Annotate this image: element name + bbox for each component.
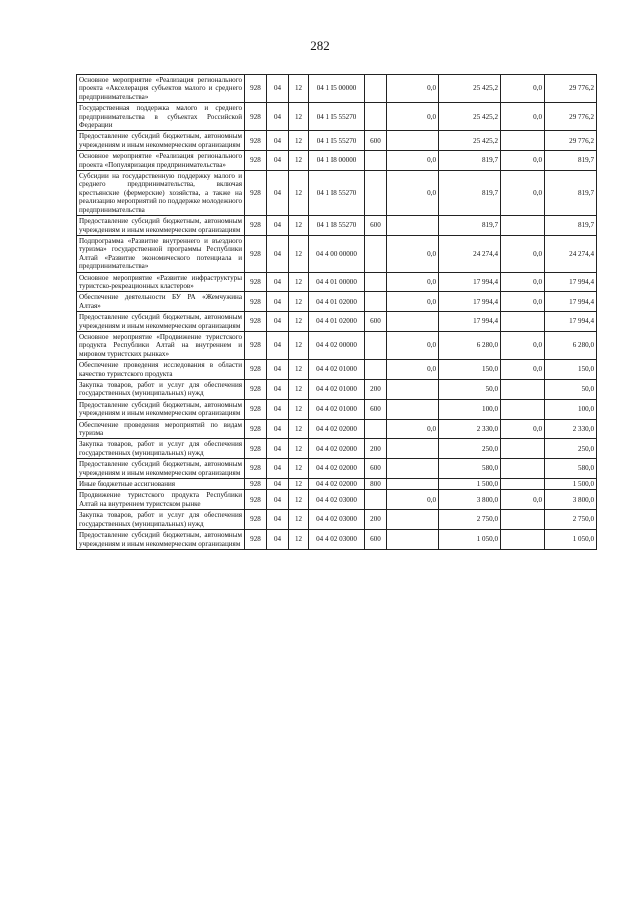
section-code: 04	[267, 380, 289, 400]
expense-type-code	[365, 331, 387, 359]
grbs-code: 928	[245, 419, 267, 439]
amount-col-1	[387, 530, 439, 550]
amount-col-4: 1 500,0	[545, 479, 597, 490]
grbs-code: 928	[245, 380, 267, 400]
amount-col-2: 17 994,4	[439, 312, 501, 332]
target-article-code: 04 1 I5 55270	[309, 131, 365, 151]
amount-col-3: 0,0	[501, 331, 545, 359]
amount-col-4: 580,0	[545, 459, 597, 479]
section-code: 04	[267, 151, 289, 171]
row-name: Предоставление субсидий бюджетным, автономным учреждениям и иным некоммерческим организациям	[77, 131, 245, 151]
table-row	[77, 151, 597, 171]
expense-type-code	[365, 360, 387, 380]
amount-col-1: 0,0	[387, 292, 439, 312]
expense-type-code	[365, 272, 387, 292]
expense-type-code: 600	[365, 131, 387, 151]
expense-type-code: 600	[365, 530, 387, 550]
grbs-code: 928	[245, 171, 267, 216]
row-name: Закупка товаров, работ и услуг для обеспечения государственных (муниципальных) нужд	[77, 510, 245, 530]
expense-type-code: 600	[365, 216, 387, 236]
table-row	[77, 510, 597, 530]
subsection-code: 12	[289, 510, 309, 530]
table-row	[77, 312, 597, 332]
amount-col-1	[387, 312, 439, 332]
row-name: Закупка товаров, работ и услуг для обеспечения государственных (муниципальных) нужд	[77, 380, 245, 400]
table-row	[77, 399, 597, 419]
target-article-code: 04 4 02 02000	[309, 459, 365, 479]
amount-col-4: 819,7	[545, 171, 597, 216]
subsection-code: 12	[289, 360, 309, 380]
expense-type-code: 600	[365, 399, 387, 419]
amount-col-2: 100,0	[439, 399, 501, 419]
row-name: Предоставление субсидий бюджетным, автономным учреждениям и иным некоммерческим организациям	[77, 399, 245, 419]
amount-col-4: 29 776,2	[545, 103, 597, 131]
subsection-code: 12	[289, 439, 309, 459]
amount-col-1: 0,0	[387, 331, 439, 359]
row-name: Основное мероприятие «Реализация регионального проекта «Акселерация субъектов малого и среднего предпринимательства»	[77, 75, 245, 103]
subsection-code: 12	[289, 380, 309, 400]
amount-col-2: 819,7	[439, 151, 501, 171]
target-article-code: 04 4 02 01000	[309, 380, 365, 400]
subsection-code: 12	[289, 216, 309, 236]
grbs-code: 928	[245, 151, 267, 171]
amount-col-1	[387, 479, 439, 490]
grbs-code: 928	[245, 75, 267, 103]
target-article-code: 04 4 02 02000	[309, 439, 365, 459]
grbs-code: 928	[245, 360, 267, 380]
amount-col-4: 17 994,4	[545, 292, 597, 312]
target-article-code: 04 4 01 02000	[309, 312, 365, 332]
row-name: Подпрограмма «Развитие внутреннего и въездного туризма» государственной программы Республики Алтай «Развитие экономического потенциала и предпринимательства»	[77, 235, 245, 272]
expense-type-code: 600	[365, 459, 387, 479]
expense-type-code	[365, 75, 387, 103]
table-row	[77, 380, 597, 400]
subsection-code: 12	[289, 312, 309, 332]
expense-type-code	[365, 151, 387, 171]
target-article-code: 04 1 I5 00000	[309, 75, 365, 103]
subsection-code: 12	[289, 272, 309, 292]
table-row	[77, 272, 597, 292]
amount-col-2: 2 750,0	[439, 510, 501, 530]
amount-col-2: 819,7	[439, 216, 501, 236]
row-name: Основное мероприятие «Развитие инфраструктуры туристско-рекреационных кластеров»	[77, 272, 245, 292]
amount-col-4: 2 750,0	[545, 510, 597, 530]
amount-col-3	[501, 439, 545, 459]
amount-col-3: 0,0	[501, 292, 545, 312]
grbs-code: 928	[245, 510, 267, 530]
amount-col-1: 0,0	[387, 490, 439, 510]
amount-col-2: 25 425,2	[439, 131, 501, 151]
amount-col-4: 819,7	[545, 151, 597, 171]
amount-col-3	[501, 530, 545, 550]
grbs-code: 928	[245, 490, 267, 510]
amount-col-1: 0,0	[387, 103, 439, 131]
amount-col-4: 150,0	[545, 360, 597, 380]
amount-col-2: 1 500,0	[439, 479, 501, 490]
target-article-code: 04 1 I8 00000	[309, 151, 365, 171]
target-article-code: 04 4 01 02000	[309, 292, 365, 312]
expense-type-code	[365, 103, 387, 131]
row-name: Обеспечение проведения исследования в области качество туристского продукта	[77, 360, 245, 380]
amount-col-1	[387, 380, 439, 400]
amount-col-1: 0,0	[387, 272, 439, 292]
target-article-code: 04 4 00 00000	[309, 235, 365, 272]
target-article-code: 04 4 02 03000	[309, 510, 365, 530]
expense-type-code: 200	[365, 439, 387, 459]
table-row	[77, 419, 597, 439]
amount-col-3: 0,0	[501, 103, 545, 131]
target-article-code: 04 4 02 02000	[309, 479, 365, 490]
amount-col-3	[501, 312, 545, 332]
amount-col-2: 17 994,4	[439, 292, 501, 312]
amount-col-4: 819,7	[545, 216, 597, 236]
section-code: 04	[267, 459, 289, 479]
grbs-code: 928	[245, 216, 267, 236]
section-code: 04	[267, 235, 289, 272]
subsection-code: 12	[289, 331, 309, 359]
table-row	[77, 479, 597, 490]
section-code: 04	[267, 75, 289, 103]
amount-col-1	[387, 510, 439, 530]
amount-col-1: 0,0	[387, 360, 439, 380]
amount-col-3: 0,0	[501, 360, 545, 380]
page-number: 282	[310, 38, 330, 53]
expense-type-code	[365, 292, 387, 312]
expense-type-code: 200	[365, 380, 387, 400]
row-name: Основное мероприятие «Реализация регионального проекта «Популяризация предпринимательства»	[77, 151, 245, 171]
row-name: Закупка товаров, работ и услуг для обеспечения государственных (муниципальных) нужд	[77, 439, 245, 459]
table-row	[77, 459, 597, 479]
amount-col-2: 17 994,4	[439, 272, 501, 292]
table-row	[77, 360, 597, 380]
amount-col-1	[387, 459, 439, 479]
row-name: Субсидии на государственную поддержку малого и среднего предпринимательства, включая крестьянские (фермерские) хозяйства, а также на реализацию мероприятий по поддержке молодежного предпринимательства	[77, 171, 245, 216]
grbs-code: 928	[245, 331, 267, 359]
subsection-code: 12	[289, 235, 309, 272]
table-body	[77, 75, 597, 550]
table-row	[77, 439, 597, 459]
amount-col-2: 24 274,4	[439, 235, 501, 272]
amount-col-3: 0,0	[501, 75, 545, 103]
section-code: 04	[267, 399, 289, 419]
amount-col-4: 250,0	[545, 439, 597, 459]
subsection-code: 12	[289, 530, 309, 550]
section-code: 04	[267, 216, 289, 236]
amount-col-2: 580,0	[439, 459, 501, 479]
target-article-code: 04 4 02 02000	[309, 419, 365, 439]
section-code: 04	[267, 510, 289, 530]
amount-col-2: 25 425,2	[439, 75, 501, 103]
section-code: 04	[267, 360, 289, 380]
table-row	[77, 235, 597, 272]
amount-col-3: 0,0	[501, 490, 545, 510]
amount-col-1: 0,0	[387, 235, 439, 272]
target-article-code: 04 4 01 00000	[309, 272, 365, 292]
amount-col-4: 3 800,0	[545, 490, 597, 510]
row-name: Предоставление субсидий бюджетным, автономным учреждениям и иным некоммерческим организациям	[77, 530, 245, 550]
subsection-code: 12	[289, 75, 309, 103]
row-name: Предоставление субсидий бюджетным, автономным учреждениям и иным некоммерческим организациям	[77, 312, 245, 332]
section-code: 04	[267, 312, 289, 332]
section-code: 04	[267, 419, 289, 439]
grbs-code: 928	[245, 131, 267, 151]
amount-col-2: 3 800,0	[439, 490, 501, 510]
amount-col-2: 50,0	[439, 380, 501, 400]
row-name: Обеспечение деятельности БУ РА «Жемчужина Алтая»	[77, 292, 245, 312]
subsection-code: 12	[289, 292, 309, 312]
table-row	[77, 530, 597, 550]
amount-col-2: 819,7	[439, 171, 501, 216]
amount-col-1	[387, 131, 439, 151]
row-name: Основное мероприятие «Продвижение туристского продукта Республики Алтай на внутреннем и мировом туристских рынках»	[77, 331, 245, 359]
section-code: 04	[267, 479, 289, 490]
subsection-code: 12	[289, 419, 309, 439]
section-code: 04	[267, 490, 289, 510]
target-article-code: 04 4 02 03000	[309, 530, 365, 550]
target-article-code: 04 1 I5 55270	[309, 103, 365, 131]
section-code: 04	[267, 171, 289, 216]
amount-col-4: 17 994,4	[545, 312, 597, 332]
amount-col-3	[501, 510, 545, 530]
subsection-code: 12	[289, 490, 309, 510]
amount-col-4: 24 274,4	[545, 235, 597, 272]
amount-col-2: 2 330,0	[439, 419, 501, 439]
grbs-code: 928	[245, 312, 267, 332]
amount-col-4: 29 776,2	[545, 75, 597, 103]
grbs-code: 928	[245, 235, 267, 272]
section-code: 04	[267, 272, 289, 292]
table-row	[77, 171, 597, 216]
amount-col-3: 0,0	[501, 171, 545, 216]
table-row	[77, 216, 597, 236]
row-name: Государственная поддержка малого и среднего предпринимательства в субъектах Российской Федерации	[77, 103, 245, 131]
target-article-code: 04 4 02 03000	[309, 490, 365, 510]
amount-col-4: 100,0	[545, 399, 597, 419]
target-article-code: 04 1 I8 55270	[309, 171, 365, 216]
target-article-code: 04 4 02 01000	[309, 399, 365, 419]
subsection-code: 12	[289, 151, 309, 171]
table-row	[77, 292, 597, 312]
row-name: Продвижение туристского продукта Республики Алтай на внутреннем туристском рынке	[77, 490, 245, 510]
subsection-code: 12	[289, 479, 309, 490]
expense-type-code	[365, 171, 387, 216]
amount-col-4: 2 330,0	[545, 419, 597, 439]
row-name: Обеспечение проведения мероприятий по видам туризма	[77, 419, 245, 439]
expense-type-code	[365, 235, 387, 272]
expense-type-code: 800	[365, 479, 387, 490]
target-article-code: 04 4 02 01000	[309, 360, 365, 380]
amount-col-2: 25 425,2	[439, 103, 501, 131]
table-row	[77, 75, 597, 103]
row-name: Иные бюджетные ассигнования	[77, 479, 245, 490]
amount-col-3: 0,0	[501, 272, 545, 292]
table-row	[77, 103, 597, 131]
amount-col-1: 0,0	[387, 171, 439, 216]
subsection-code: 12	[289, 459, 309, 479]
section-code: 04	[267, 530, 289, 550]
table-row	[77, 131, 597, 151]
section-code: 04	[267, 331, 289, 359]
expense-type-code: 600	[365, 312, 387, 332]
amount-col-4: 1 050,0	[545, 530, 597, 550]
table-row	[77, 490, 597, 510]
amount-col-2: 250,0	[439, 439, 501, 459]
amount-col-1	[387, 216, 439, 236]
amount-col-3	[501, 399, 545, 419]
grbs-code: 928	[245, 292, 267, 312]
amount-col-1	[387, 399, 439, 419]
amount-col-1	[387, 439, 439, 459]
grbs-code: 928	[245, 479, 267, 490]
amount-col-3	[501, 131, 545, 151]
grbs-code: 928	[245, 272, 267, 292]
amount-col-4: 50,0	[545, 380, 597, 400]
amount-col-4: 6 280,0	[545, 331, 597, 359]
row-name: Предоставление субсидий бюджетным, автономным учреждениям и иным некоммерческим организациям	[77, 459, 245, 479]
grbs-code: 928	[245, 103, 267, 131]
amount-col-1: 0,0	[387, 151, 439, 171]
expense-type-code	[365, 419, 387, 439]
amount-col-3	[501, 380, 545, 400]
grbs-code: 928	[245, 399, 267, 419]
section-code: 04	[267, 103, 289, 131]
target-article-code: 04 1 I8 55270	[309, 216, 365, 236]
section-code: 04	[267, 292, 289, 312]
expense-type-code: 200	[365, 510, 387, 530]
amount-col-2: 1 050,0	[439, 530, 501, 550]
amount-col-2: 6 280,0	[439, 331, 501, 359]
subsection-code: 12	[289, 131, 309, 151]
grbs-code: 928	[245, 530, 267, 550]
amount-col-3: 0,0	[501, 235, 545, 272]
amount-col-3	[501, 479, 545, 490]
amount-col-1: 0,0	[387, 75, 439, 103]
section-code: 04	[267, 439, 289, 459]
amount-col-4: 29 776,2	[545, 131, 597, 151]
table-row	[77, 331, 597, 359]
amount-col-1: 0,0	[387, 419, 439, 439]
amount-col-3: 0,0	[501, 151, 545, 171]
grbs-code: 928	[245, 439, 267, 459]
subsection-code: 12	[289, 171, 309, 216]
grbs-code: 928	[245, 459, 267, 479]
budget-table	[76, 74, 597, 550]
subsection-code: 12	[289, 399, 309, 419]
expense-type-code	[365, 490, 387, 510]
amount-col-3	[501, 459, 545, 479]
target-article-code: 04 4 02 00000	[309, 331, 365, 359]
amount-col-4: 17 994,4	[545, 272, 597, 292]
row-name: Предоставление субсидий бюджетным, автономным учреждениям и иным некоммерческим организациям	[77, 216, 245, 236]
amount-col-2: 150,0	[439, 360, 501, 380]
amount-col-3: 0,0	[501, 419, 545, 439]
subsection-code: 12	[289, 103, 309, 131]
section-code: 04	[267, 131, 289, 151]
amount-col-3	[501, 216, 545, 236]
